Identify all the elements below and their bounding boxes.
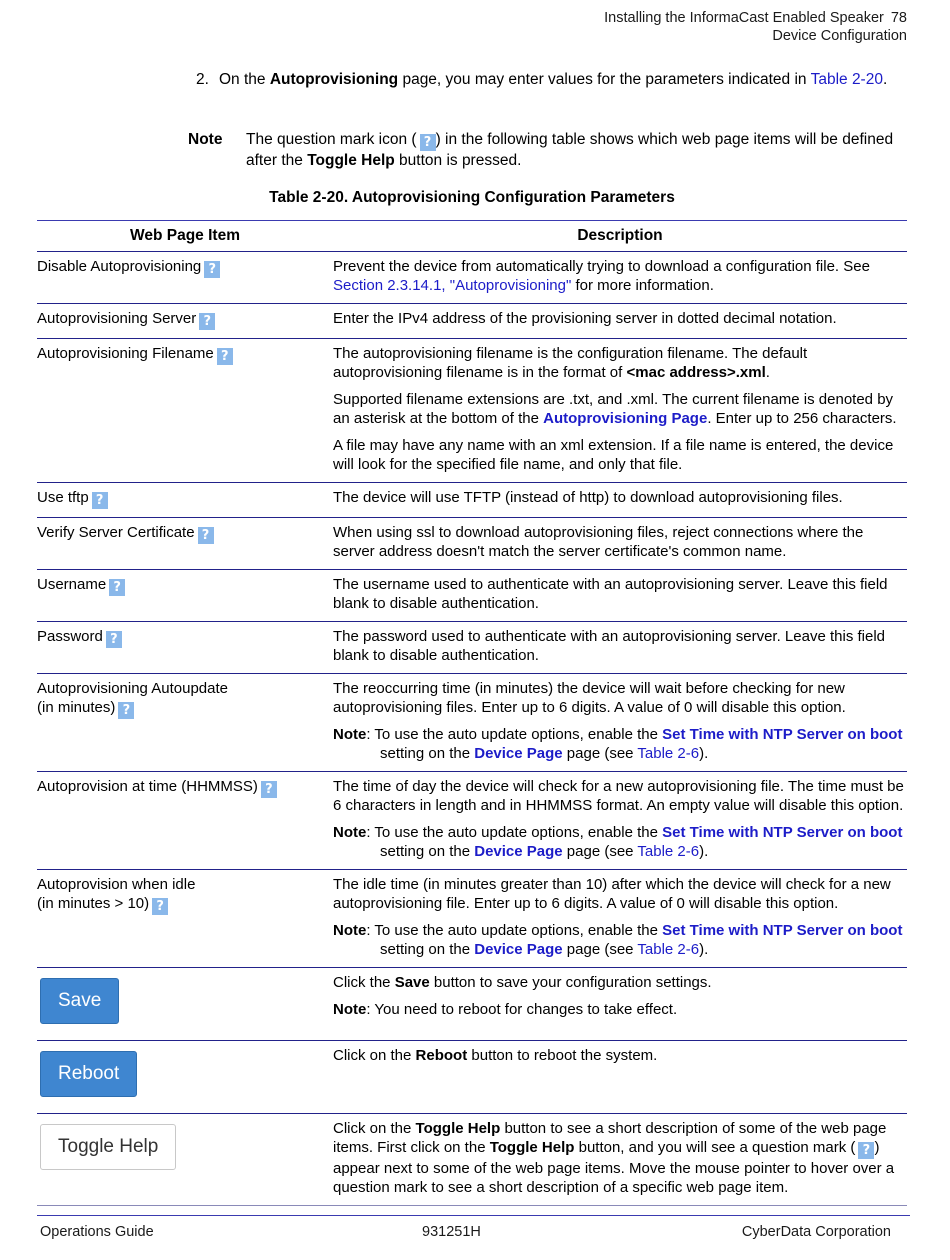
note-text: ) in the following table shows which web page items will be defined after the	[246, 131, 894, 169]
description-text: Supported filename extensions are .txt, and .xml. The current filename is denoted by an asterisk at the bottom of the	[333, 391, 894, 427]
note-text: setting on the	[380, 843, 475, 860]
autoprovisioning-page-link[interactable]: Autoprovisioning Page	[543, 410, 708, 427]
note-text: : To use the auto update options, enable the	[366, 726, 663, 743]
note-text: : You need to reboot for changes to take effect.	[366, 1001, 678, 1018]
table-row	[37, 483, 907, 518]
header-section: Device Configuration	[772, 28, 907, 44]
device-page-link[interactable]: Device Page	[474, 745, 563, 762]
note-text: setting on the	[380, 941, 475, 958]
column-header-web-page-item: Web Page Item	[37, 221, 333, 252]
table-row	[37, 304, 907, 339]
note-text: page (see	[562, 843, 638, 860]
question-mark-icon[interactable]: ?	[92, 492, 108, 509]
question-mark-icon[interactable]: ?	[261, 781, 277, 798]
question-mark-icon: ?	[858, 1142, 874, 1159]
section-link[interactable]: Section 2.3.14.1, "Autoprovisioning"	[333, 277, 572, 294]
description-text: Enter the IPv4 address of the provisioning server in dotted decimal notation.	[333, 304, 907, 339]
question-mark-icon[interactable]: ?	[204, 261, 220, 278]
description-text: button to save your configuration settings.	[429, 974, 712, 991]
description-bold: Save	[394, 974, 430, 991]
step-text: page, you may enter values for the parameters indicated in	[398, 71, 811, 88]
description-text: A file may have any name with an xml extension. If a file name is entered, the device will look for the specified file name, and only that file.	[333, 437, 894, 473]
table-row	[37, 674, 907, 772]
item-disable-autoprovisioning: Disable Autoprovisioning	[37, 258, 202, 275]
description-text: button, and you will see a question mark (	[574, 1139, 856, 1156]
description-text: The autoprovisioning filename is the configuration filename. The default autoprovisioning filename is in the format of	[333, 345, 808, 381]
table-row	[37, 1041, 907, 1114]
table-header-row	[37, 221, 907, 252]
header-chapter: Installing the InformaCast Enabled Speaker	[604, 10, 884, 26]
table-2-6-link[interactable]: Table 2-6	[637, 941, 700, 958]
description-text: ) appear next to some of the web page items. Move the mouse pointer to hover over a question mark to see a short description of a specific web page item.	[333, 1139, 895, 1196]
note-text: setting on the	[380, 745, 475, 762]
description-text: The time of day the device will check for a new autoprovisioning file. The time must be 6 characters in length and in HHMMSS format. An empty value will disable this option.	[333, 778, 904, 814]
description-text: The username used to authenticate with an autoprovisioning server. Leave this field blank to disable authentication.	[333, 570, 907, 622]
description-bold: Toggle Help	[415, 1120, 501, 1137]
question-mark-icon[interactable]: ?	[217, 348, 233, 365]
item-username: Username	[37, 576, 107, 593]
table-2-6-link[interactable]: Table 2-6	[637, 745, 700, 762]
item-autoprovisioning-server: Autoprovisioning Server	[37, 310, 197, 327]
footer-right: CyberData Corporation	[741, 1224, 891, 1240]
note-text: ).	[699, 745, 709, 762]
description-text: Click on the	[333, 1047, 416, 1064]
question-mark-icon: ?	[420, 134, 436, 151]
footer-left: Operations Guide	[40, 1224, 154, 1240]
description-text: .	[765, 364, 770, 381]
note-label: Note	[333, 1001, 367, 1018]
step-text: On the	[219, 71, 270, 88]
table-row	[37, 772, 907, 870]
device-page-link[interactable]: Device Page	[474, 843, 563, 860]
description-text: When using ssl to download autoprovisioning files, reject connections where the server address doesn't match the server certificate's common name.	[333, 518, 907, 570]
note-bold: Toggle Help	[307, 152, 395, 169]
table-row	[37, 1114, 907, 1206]
table-row	[37, 870, 907, 968]
ntp-setting-link[interactable]: Set Time with NTP Server on boot	[662, 922, 903, 939]
note-text: ).	[699, 843, 709, 860]
item-autoprovisioning-filename: Autoprovisioning Filename	[37, 345, 214, 362]
item-idle-unit: (in minutes > 10)	[37, 895, 150, 912]
question-mark-icon[interactable]: ?	[118, 702, 134, 719]
table-caption: Table 2-20. Autoprovisioning Configuration Parameters	[269, 189, 675, 206]
note-text: ).	[699, 941, 709, 958]
description-text: The reoccurring time (in minutes) the device will wait before checking for new autoprovisioning files. Enter up to 6 digits. A value of 0 will disable this option.	[333, 680, 846, 716]
note-label: Note	[333, 922, 367, 939]
question-mark-icon[interactable]: ?	[106, 631, 122, 648]
table-2-20-link[interactable]: Table 2-20	[810, 71, 883, 88]
step-2	[196, 70, 908, 90]
column-header-description: Description	[333, 221, 907, 252]
question-mark-icon[interactable]: ?	[152, 898, 168, 915]
note-label: Note	[188, 131, 223, 148]
table-row	[37, 570, 907, 622]
note-text: button is pressed.	[394, 152, 522, 169]
save-button[interactable]: Save	[40, 978, 119, 1024]
description-text: The password used to authenticate with an autoprovisioning server. Leave this field blank to disable authentication.	[333, 622, 907, 674]
description-text: Click the	[333, 974, 395, 991]
table-row	[37, 968, 907, 1041]
table-row	[37, 622, 907, 674]
note	[188, 130, 908, 171]
step-text: .	[882, 71, 888, 88]
description-bold: Toggle Help	[489, 1139, 575, 1156]
parameters-table	[37, 220, 907, 1206]
description-text: button to reboot the system.	[467, 1047, 658, 1064]
table-2-6-link[interactable]: Table 2-6	[637, 843, 700, 860]
item-use-tftp: Use tftp	[37, 489, 89, 506]
step-bold: Autoprovisioning	[269, 71, 399, 88]
ntp-setting-link[interactable]: Set Time with NTP Server on boot	[662, 824, 903, 841]
note-text: The question mark icon (	[246, 131, 417, 148]
description-bold: Reboot	[415, 1047, 468, 1064]
item-autoprovision-at-time: Autoprovision at time (HHMMSS)	[37, 778, 258, 795]
description-bold: <mac address>.xml	[626, 364, 766, 381]
table-row	[37, 339, 907, 483]
item-verify-server-certificate: Verify Server Certificate	[37, 524, 195, 541]
ntp-setting-link[interactable]: Set Time with NTP Server on boot	[662, 726, 903, 743]
footer-center: 931251H	[422, 1224, 481, 1240]
description-text: button to see a short description of some of the web page items. First click on the	[333, 1120, 887, 1156]
note-text: : To use the auto update options, enable the	[366, 824, 663, 841]
page-number: 78	[890, 10, 907, 26]
note-label: Note	[333, 726, 367, 743]
description-text: The device will use TFTP (instead of http) to download autoprovisioning files.	[333, 483, 907, 518]
note-text: page (see	[562, 941, 638, 958]
note-text: : To use the auto update options, enable the	[366, 922, 663, 939]
description-text: . Enter up to 256 characters.	[707, 410, 897, 427]
description-text: Click on the	[333, 1120, 416, 1137]
question-mark-icon[interactable]: ?	[109, 579, 125, 596]
description-text: Prevent the device from automatically trying to download a configuration file. See	[333, 258, 870, 275]
footer-divider	[37, 1215, 910, 1216]
table-row	[37, 252, 907, 304]
device-page-link[interactable]: Device Page	[474, 941, 563, 958]
reboot-button[interactable]: Reboot	[40, 1051, 137, 1097]
item-password: Password	[37, 628, 103, 645]
toggle-help-button[interactable]: Toggle Help	[40, 1124, 176, 1170]
note-text: page (see	[562, 745, 638, 762]
description-text: The idle time (in minutes greater than 10) after which the device will check for a new autoprovisioning file. Enter up to 6 digits. A value of 0 will disable this option.	[333, 876, 891, 912]
step-number: 2.	[196, 71, 209, 88]
item-autoprovision-when-idle: Autoprovision when idle	[37, 876, 196, 893]
description-text: for more information.	[571, 277, 714, 294]
note-label: Note	[333, 824, 367, 841]
table-row	[37, 518, 907, 570]
question-mark-icon[interactable]: ?	[198, 527, 214, 544]
item-autoupdate: Autoprovisioning Autoupdate	[37, 680, 228, 697]
item-autoupdate-unit: (in minutes)	[37, 699, 116, 716]
page-header	[604, 9, 907, 45]
question-mark-icon[interactable]: ?	[199, 313, 215, 330]
